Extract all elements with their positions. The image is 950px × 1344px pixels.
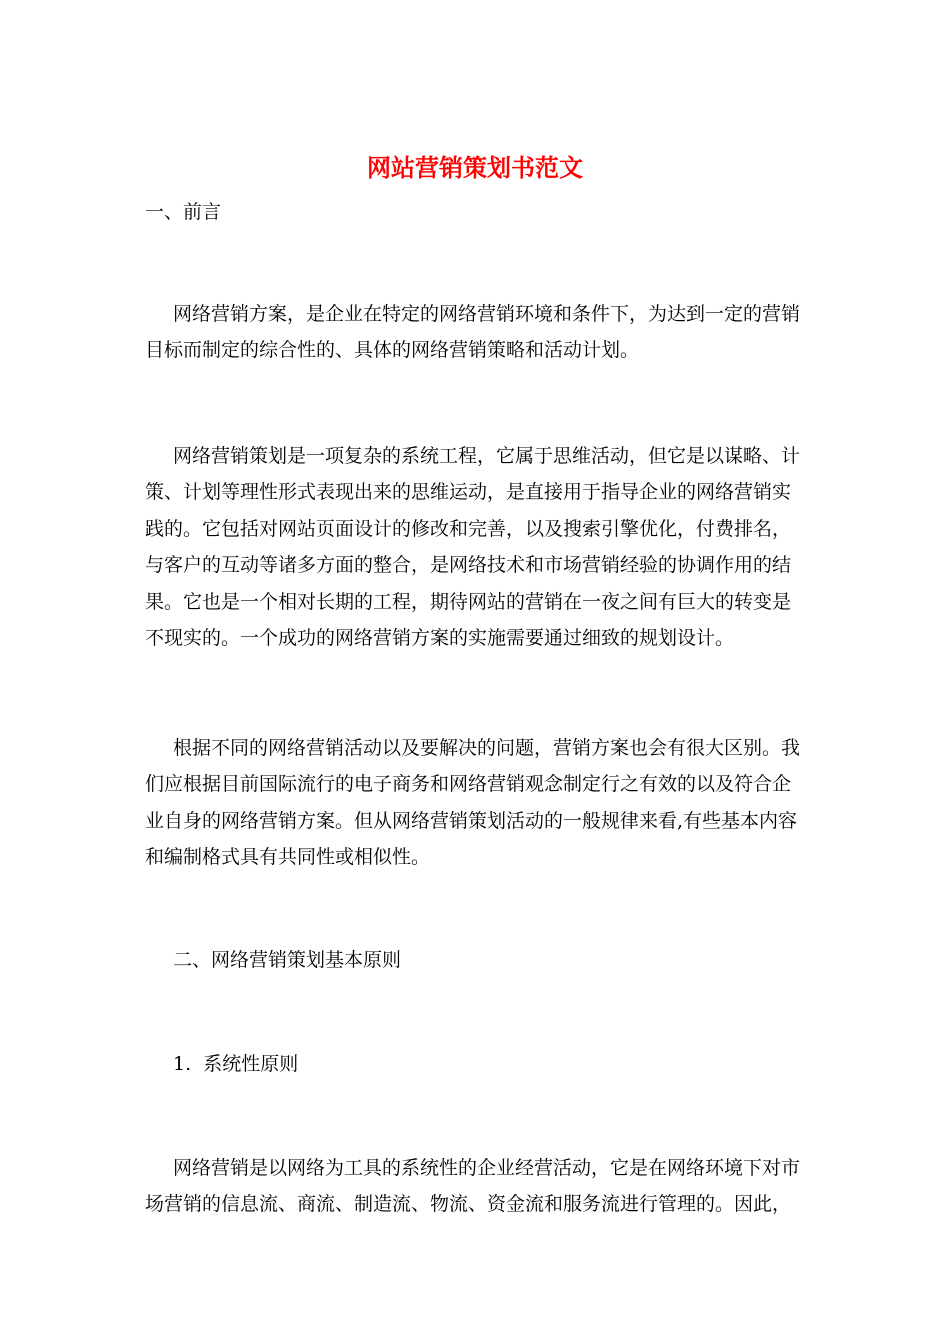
paragraph-line: 根据不同的网络营销活动以及要解决的问题，营销方案也会有很大区别。我	[173, 737, 801, 759]
section-heading-preface: 一、前言	[145, 201, 222, 223]
paragraph-line: 不现实的。一个成功的网络营销方案的实施需要通过细致的规划设计。	[145, 627, 735, 650]
paragraph-line: 场营销的信息流、商流、制造流、物流、资金流和服务流进行管理的。因此，	[145, 1193, 792, 1216]
paragraph-line: 业自身的网络营销方案。但从网络营销策划活动的一般规律来看,有些基本内容	[145, 809, 798, 832]
paragraph-2	[145, 438, 810, 656]
document-title: 网站营销策划书范文	[367, 153, 583, 182]
paragraph-4	[145, 1150, 810, 1223]
paragraph-line: 策、计划等理性形式表现出来的思维运动，是直接用于指导企业的网络营销实	[145, 481, 792, 504]
paragraph-3	[145, 730, 810, 876]
subsection-heading-systematic: 1. 系统性原则	[173, 1053, 299, 1075]
paragraph-line: 网络营销方案，是企业在特定的网络营销环境和条件下，为达到一定的营销	[173, 303, 801, 325]
paragraph-line: 目标而制定的综合性的、具体的网络营销策略和活动计划。	[145, 339, 640, 362]
paragraph-line: 与客户的互动等诸多方面的整合，是网络技术和市场营销经验的协调作用的结	[145, 554, 792, 577]
paragraph-line: 们应根据目前国际流行的电子商务和网络营销观念制定行之有效的以及符合企	[145, 773, 792, 796]
paragraph-1	[145, 296, 810, 369]
paragraph-line: 网络营销策划是一项复杂的系统工程，它属于思维活动，但它是以谋略、计	[173, 445, 801, 467]
paragraph-line: 践的。它包括对网站页面设计的修改和完善，以及搜索引擎优化，付费排名，	[145, 517, 792, 540]
paragraph-line: 和编制格式具有共同性或相似性。	[145, 846, 431, 869]
section-heading-principles: 二、网络营销策划基本原则	[173, 949, 402, 971]
paragraph-line: 网络营销是以网络为工具的系统性的企业经营活动，它是在网络环境下对市	[173, 1157, 801, 1179]
paragraph-line: 果。它也是一个相对长期的工程，期待网站的营销在一夜之间有巨大的转变是	[145, 590, 792, 613]
